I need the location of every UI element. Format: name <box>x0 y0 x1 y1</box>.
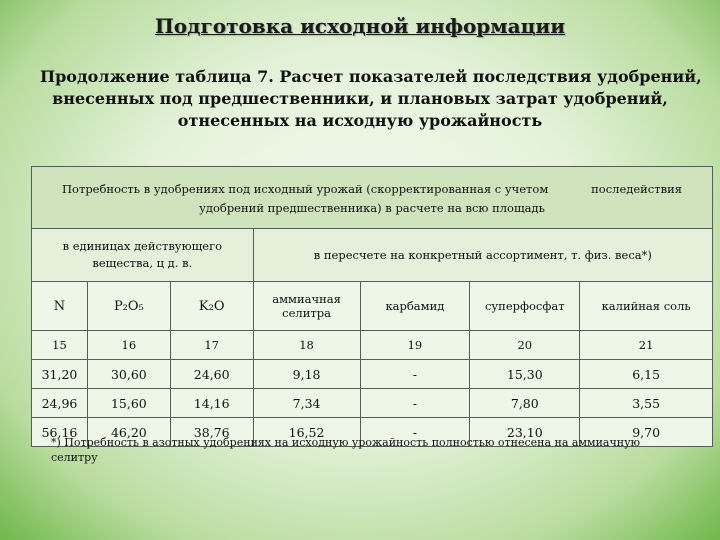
table-cell: 7,80 <box>470 389 580 418</box>
header-main-text-3: удобрений предшественника) в расчете на всю площадь <box>199 200 545 215</box>
column-header: P₂O₅ <box>87 282 170 331</box>
column-number: 21 <box>580 331 713 360</box>
column-header: карбамид <box>360 282 470 331</box>
column-header: N <box>32 282 88 331</box>
header-main-text-2: последействия <box>591 181 682 196</box>
column-header: аммиачная селитра <box>253 282 360 331</box>
caption-line-1: Продолжение таблица 7. Расчет показателей последствия удобрений, <box>40 67 702 86</box>
column-header: суперфосфат <box>470 282 580 331</box>
column-header: K₂O <box>170 282 253 331</box>
column-number: 19 <box>360 331 470 360</box>
column-number: 18 <box>253 331 360 360</box>
header-group-assortment: в пересчете на конкретный ассортимент, т. физ. веса*) <box>253 229 712 282</box>
table-cell: 16,52 <box>253 418 360 447</box>
header-main-text-1: Потребность в удобрениях под исходный урожай (скорректированная с учетом <box>62 181 549 196</box>
table-row <box>32 389 713 418</box>
column-number: 17 <box>170 331 253 360</box>
footnote: *) Потребность в азотных удобрениях на исходную урожайность полностью отнесена на аммиачную селитру <box>51 436 641 464</box>
table-cell: 30,60 <box>87 360 170 389</box>
table-cell: 56,16 <box>32 418 88 447</box>
table-cell: 31,20 <box>32 360 88 389</box>
fertilizer-table <box>31 166 713 447</box>
table-header-group-row <box>32 229 713 282</box>
table-cell: 15,60 <box>87 389 170 418</box>
table-cell: 38,76 <box>170 418 253 447</box>
table-cell: 6,15 <box>580 360 713 389</box>
column-number-row <box>32 331 713 360</box>
column-number: 20 <box>470 331 580 360</box>
table-caption <box>40 66 702 132</box>
header-group-active: в единицах действующего вещества, ц д. в. <box>32 229 254 282</box>
caption-line-2: внесенных под предшественники, и плановых затрат удобрений, <box>52 89 668 108</box>
table-cell: 23,10 <box>470 418 580 447</box>
table-cell: 24,96 <box>32 389 88 418</box>
table-cell: 14,16 <box>170 389 253 418</box>
column-header: калийная соль <box>580 282 713 331</box>
table-cell: - <box>360 389 470 418</box>
caption-line-3: отнесенных на исходную урожайность <box>177 111 543 130</box>
column-number: 15 <box>32 331 88 360</box>
table-cell: 7,34 <box>253 389 360 418</box>
table-cell: 9,70 <box>580 418 713 447</box>
table-cell: - <box>360 360 470 389</box>
column-number: 16 <box>87 331 170 360</box>
table-cell: - <box>360 418 470 447</box>
table-cell: 46,20 <box>87 418 170 447</box>
table-cell: 24,60 <box>170 360 253 389</box>
table-header-columns-row <box>32 282 713 331</box>
table-row <box>32 360 713 389</box>
slide-title: Подготовка исходной информации <box>154 14 566 38</box>
header-main-cell <box>32 167 713 229</box>
table-cell: 9,18 <box>253 360 360 389</box>
table-cell: 15,30 <box>470 360 580 389</box>
table-cell: 3,55 <box>580 389 713 418</box>
table-header-main-row <box>32 167 713 229</box>
